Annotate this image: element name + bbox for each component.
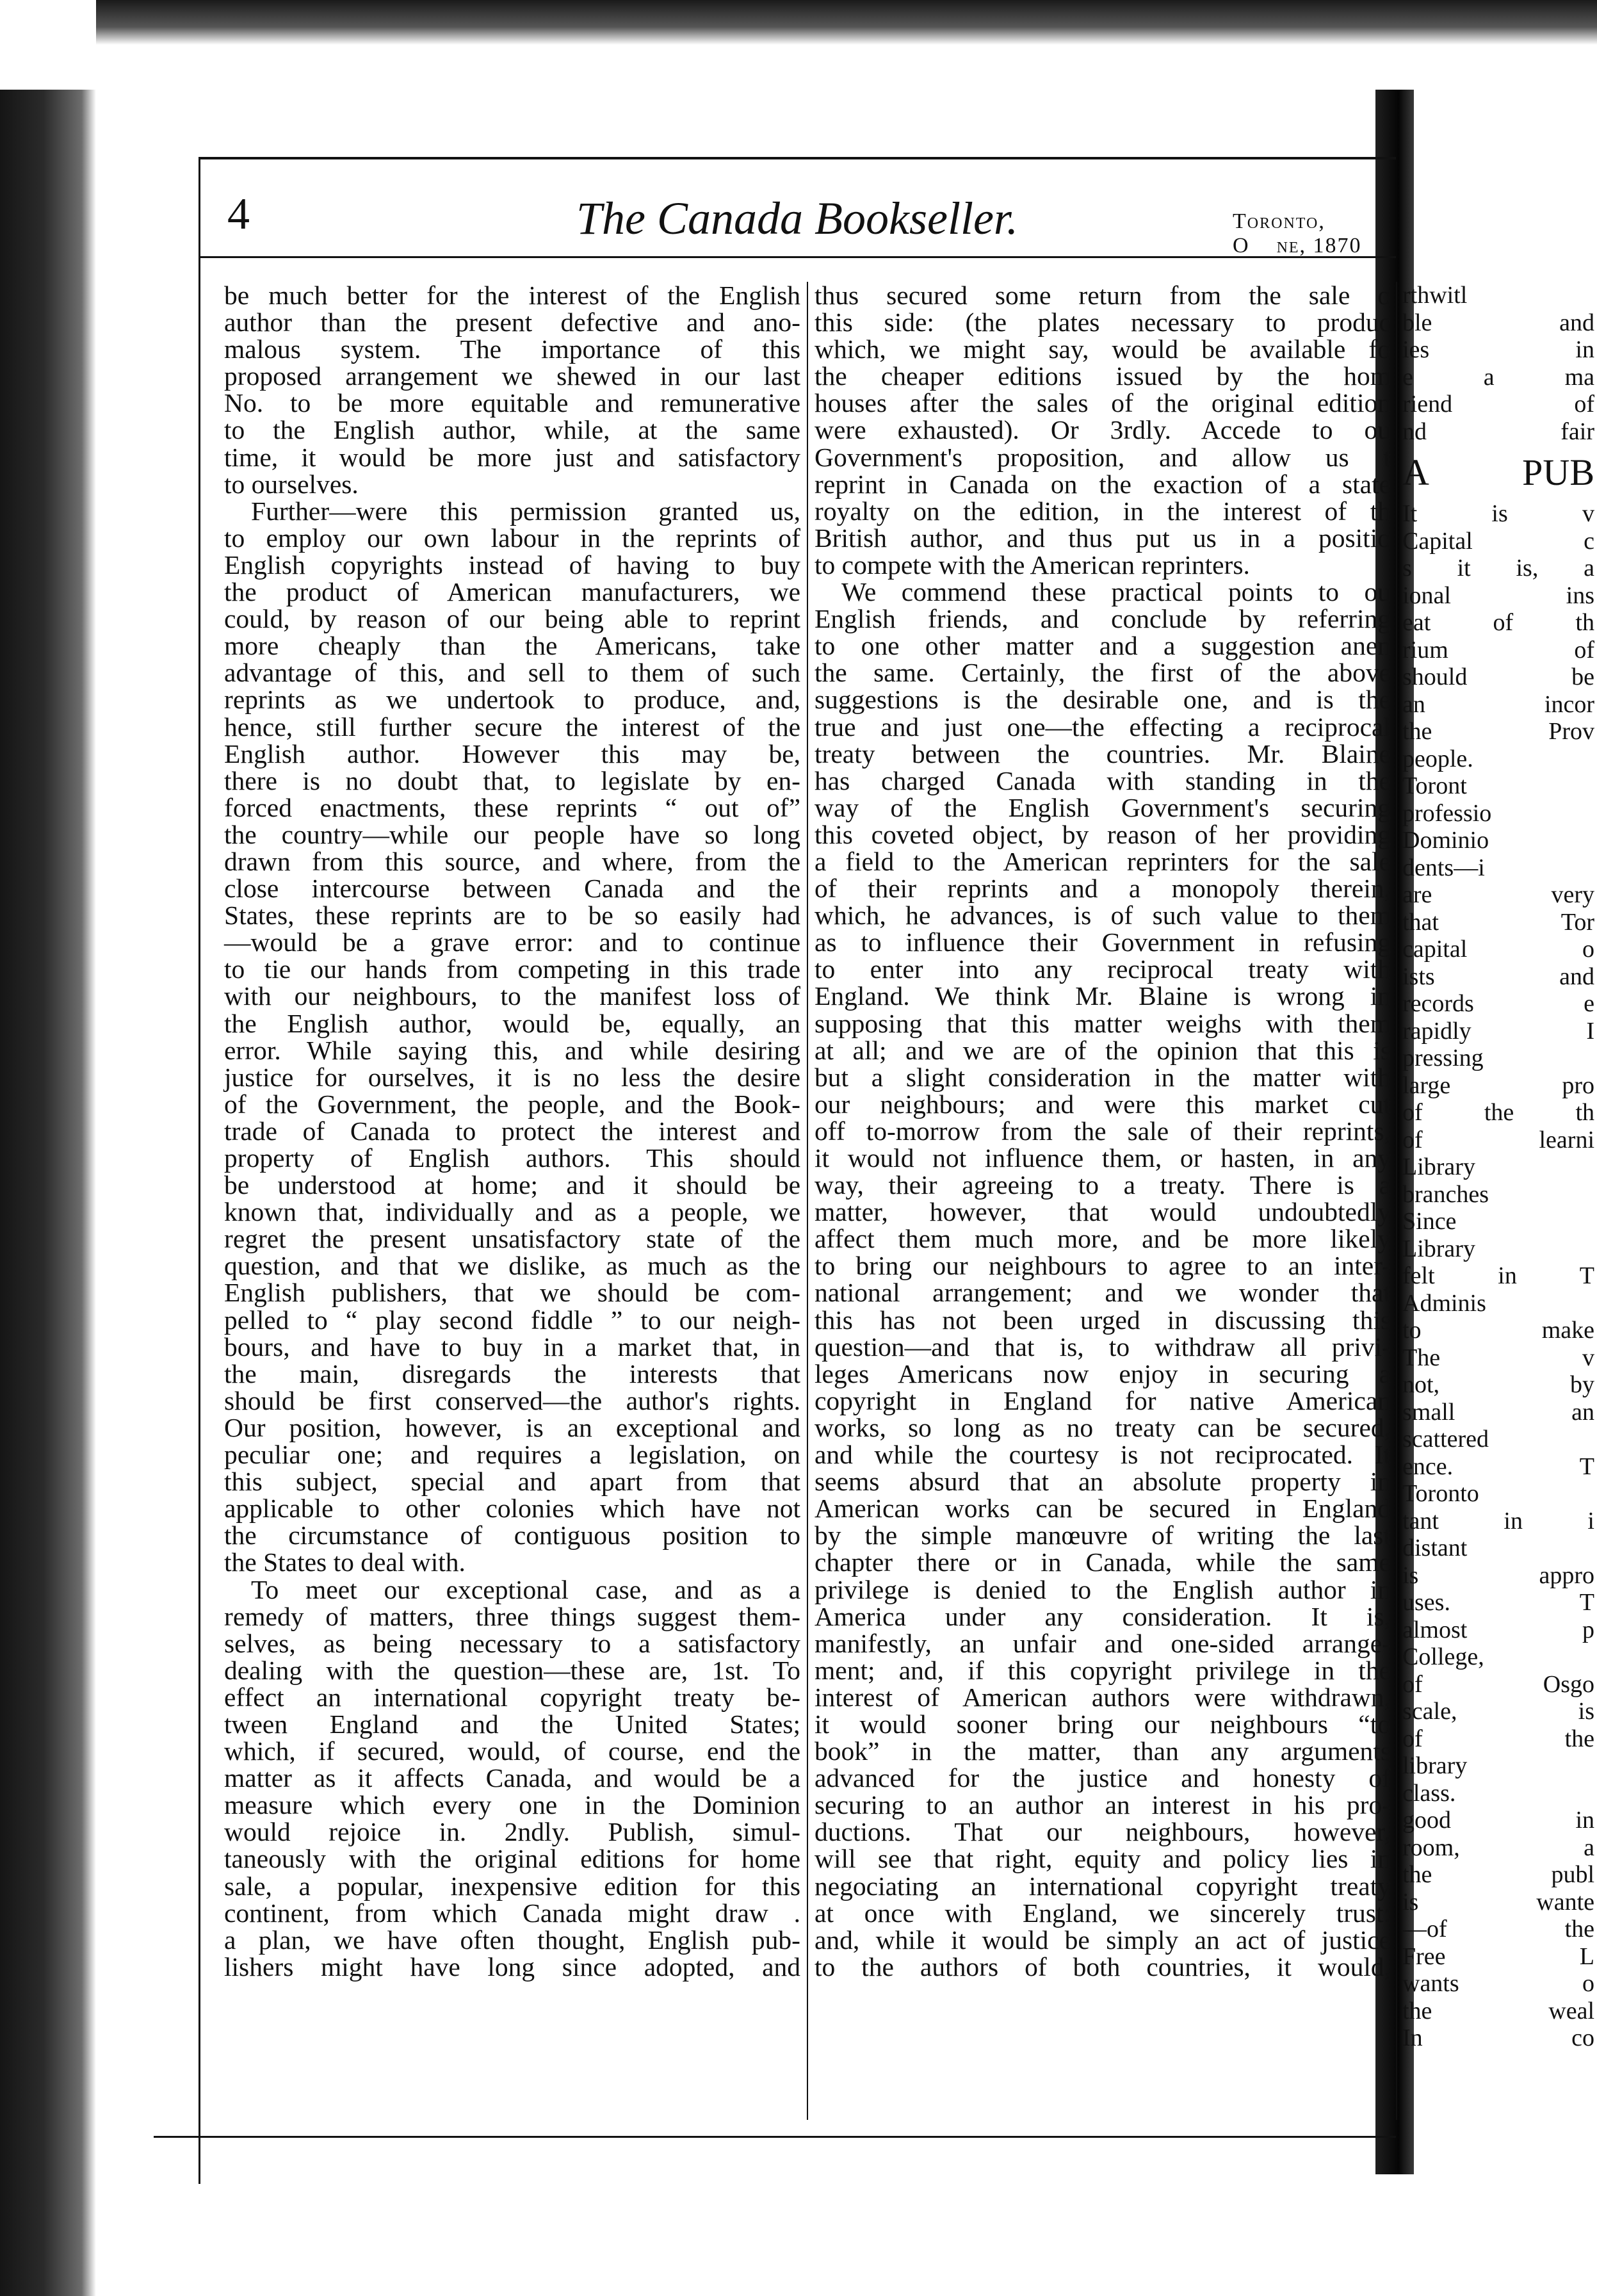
text-line: and while the courtesy is not reciprocated. It	[815, 1440, 1391, 1470]
text-line: manifestly, an unfair and one-sided arrange-	[815, 1628, 1391, 1658]
text-line: the publ	[1402, 1861, 1594, 1888]
text-line: would rejoice in. 2ndly. Publish, simul-	[224, 1817, 800, 1847]
text-line: property of English authors. This should	[224, 1143, 800, 1173]
text-line: England. We think Mr. Blaine is wrong in	[815, 981, 1391, 1011]
text-line: to ourselves.	[224, 469, 359, 499]
text-line: Government's proposition, and allow us t	[815, 442, 1391, 472]
text-line: is wante	[1402, 1888, 1594, 1916]
text-line: the same. Certainly, the first of the above	[815, 658, 1391, 688]
text-line: reprint in Canada on the exaction of a state	[815, 469, 1391, 499]
text-line: royalty on the edition, in the interest of th	[815, 496, 1391, 526]
text-line: our neighbours; and were this market cut	[815, 1089, 1391, 1119]
text-line: should be first conserved—the author's rights.	[224, 1385, 800, 1415]
text-line: proposed arrangement we shewed in our last	[224, 361, 800, 391]
text-line: true and just one—the effecting a reciprocal	[815, 712, 1391, 742]
text-line: people.	[1402, 745, 1473, 772]
text-line: has charged Canada with standing in the	[815, 765, 1391, 795]
text-line: Adminis	[1402, 1289, 1486, 1317]
text-line: the weal	[1402, 1997, 1594, 2024]
article-column-middle	[815, 282, 1391, 1980]
text-line: this subject, special and apart from that	[224, 1467, 800, 1497]
text-line: large pro	[1402, 1071, 1594, 1099]
text-line: thus secured some return from the sale o	[815, 281, 1391, 310]
text-line: affect them much more, and be more likely	[815, 1224, 1391, 1254]
text-line: trade of Canada to protect the interest and	[224, 1116, 800, 1146]
text-line: sale, a popular, inexpensive edition for this	[224, 1871, 800, 1901]
text-line: The v	[1402, 1344, 1594, 1371]
text-line: ble and	[1402, 309, 1594, 336]
text-line: book” in the matter, than any arguments	[815, 1736, 1391, 1766]
text-line: interest of American authors were withdrawn,	[815, 1682, 1391, 1712]
text-line: question—and that is, to withdraw all privi-	[815, 1331, 1391, 1362]
text-line: works, so long as no treaty can be secured,	[815, 1412, 1391, 1442]
text-line: question, and that we dislike, as much as the	[224, 1251, 800, 1281]
text-line: suggestions is the desirable one, and is the	[815, 685, 1391, 715]
text-line: eat of th	[1402, 609, 1594, 636]
text-line: bours, and have to buy in a market that, in	[224, 1331, 800, 1362]
text-line: advantage of this, and sell to them of such	[224, 658, 800, 688]
text-line: should be	[1402, 664, 1594, 690]
margin-rule	[199, 157, 200, 2184]
article-column-right-cropped	[1402, 282, 1594, 2052]
text-line: malous system. The importance of this	[224, 334, 800, 364]
text-line: continent, from which Canada might draw .	[224, 1898, 800, 1928]
text-line: negociating an international copyright treaty	[815, 1871, 1391, 1901]
text-line: at once with England, we sincerely trust:	[815, 1898, 1391, 1928]
text-line: taneously with the original editions for home	[224, 1844, 800, 1874]
text-line: Library	[1402, 1153, 1475, 1180]
article-column-left	[224, 282, 800, 1980]
text-line: houses after the sales of the original edition	[815, 388, 1391, 418]
text-line: of their reprints and a monopoly therein,	[815, 874, 1391, 904]
text-line: national arrangement; and we wonder that	[815, 1278, 1391, 1308]
text-line: America under any consideration. It is,	[815, 1601, 1391, 1631]
dateline: Toronto, O ne, 1870	[1233, 209, 1362, 257]
text-line: treaty between the countries. Mr. Blaine	[815, 738, 1391, 769]
text-line: chapter there or in Canada, while the same	[815, 1547, 1391, 1577]
text-line: way of the English Government's securing	[815, 792, 1391, 822]
text-line: to one other matter and a suggestion anen	[815, 631, 1391, 661]
text-line: small an	[1402, 1398, 1594, 1426]
text-line: of learni	[1402, 1126, 1594, 1153]
text-line: English publishers, that we should be com-	[224, 1278, 800, 1308]
text-line: ment; and, if this copyright privilege in the	[815, 1655, 1391, 1685]
text-line: the Prov	[1402, 718, 1594, 745]
text-line: more cheaply than the Americans, take	[224, 631, 800, 661]
text-line: justice for ourselves, it is no less the desire	[224, 1062, 800, 1092]
text-line: the main, disregards the interests that	[224, 1358, 800, 1388]
text-line: reprints as we undertook to produce, and,	[224, 685, 800, 715]
text-line: time, it would be more just and satisfactory	[224, 442, 800, 472]
text-line: pressing	[1402, 1045, 1484, 1071]
text-line: were exhausted). Or 3rdly. Accede to ou	[815, 415, 1391, 445]
text-line: applicable to other colonies which have not	[224, 1494, 800, 1524]
text-line: the product of American manufacturers, we	[224, 577, 800, 607]
text-line: —of the	[1402, 1916, 1594, 1942]
text-line: way, their agreeing to a treaty. There is a	[815, 1170, 1391, 1200]
text-line: Dominio	[1402, 827, 1489, 854]
text-line: felt in T	[1402, 1262, 1594, 1289]
text-line: selves, as being necessary to a satisfactory	[224, 1628, 800, 1658]
text-line: known that, individually and as a people, we	[224, 1197, 800, 1227]
text-line: with our neighbours, to the manifest loss of	[224, 981, 800, 1011]
text-line: capital o	[1402, 936, 1594, 963]
text-line: effect an international copyright treaty be-	[224, 1682, 800, 1712]
text-line: supposing that this matter weighs with them	[815, 1008, 1391, 1038]
text-line: of the th	[1402, 1099, 1594, 1126]
text-line: the country—while our people have so long	[224, 819, 800, 849]
text-line: this side: (the plates necessary to produc	[815, 307, 1391, 338]
text-line: In co	[1402, 2024, 1594, 2051]
text-line: off to-morrow from the sale of their reprints,	[815, 1116, 1391, 1146]
text-line: could, by reason of our being able to reprint	[224, 604, 800, 634]
text-line: rapidly I	[1402, 1017, 1594, 1045]
text-line: but a slight consideration in the matter with	[815, 1062, 1391, 1092]
text-line: be understood at home; and it should be	[224, 1170, 800, 1200]
text-line: ional ins	[1402, 582, 1594, 609]
text-line: riend of	[1402, 391, 1594, 418]
text-line: which, he advances, is of such value to them	[815, 900, 1391, 931]
text-line: is appro	[1402, 1561, 1594, 1589]
text-line: uses. T	[1402, 1589, 1594, 1616]
text-line: dealing with the question—these are, 1st. To	[224, 1655, 800, 1685]
text-line: class.	[1402, 1779, 1456, 1807]
text-line: a field to the American reprinters for the sale	[815, 846, 1391, 876]
text-line: pelled to “ play second fiddle ” to our neigh-	[224, 1305, 800, 1335]
text-line: hence, still further secure the interest of the	[224, 712, 800, 742]
text-line: Free L	[1402, 1942, 1594, 1970]
text-line: ence. T	[1402, 1453, 1594, 1480]
text-line: wants o	[1402, 1970, 1594, 1997]
text-line: measure which every one in the Dominion	[224, 1790, 800, 1820]
text-line: to compete with the American reprinters.	[815, 550, 1250, 580]
text-line: Toront	[1402, 772, 1467, 799]
text-line: this has not been urged in discussing this	[815, 1305, 1391, 1335]
text-line: to the authors of both countries, it would,	[815, 1951, 1391, 1982]
text-line: British author, and thus put us in a positio	[815, 523, 1391, 553]
text-line: Capital c	[1402, 527, 1594, 555]
text-line: rium of	[1402, 636, 1594, 664]
text-line: to bring our neighbours to agree to an inter-	[815, 1251, 1391, 1281]
text-line: drawn from this source, and where, from the	[224, 846, 800, 876]
column-divider-right	[1396, 282, 1397, 2120]
text-line: will see that right, equity and policy lies in	[815, 1844, 1391, 1874]
text-line: matter, however, that would undoubtedly	[815, 1197, 1391, 1227]
binding-shadow	[0, 90, 96, 2296]
text-line: securing to an author an interest in his pro-	[815, 1790, 1391, 1820]
text-line: branches	[1402, 1180, 1489, 1208]
text-line: as to influence their Government in refusing	[815, 927, 1391, 957]
text-line: s it is, a	[1402, 555, 1594, 582]
text-line: there is no doubt that, to legislate by en-	[224, 765, 800, 795]
text-line: at all; and we are of the opinion that this is	[815, 1035, 1391, 1065]
text-line: of Osgo	[1402, 1670, 1594, 1698]
text-line: —would be a grave error: and to continue	[224, 927, 800, 957]
text-line: Our position, however, is an exceptional and	[224, 1412, 800, 1442]
top-edge-shadow	[96, 0, 1597, 45]
text-line: of the Government, the people, and the Book-	[224, 1089, 800, 1119]
text-line: good in	[1402, 1807, 1594, 1834]
text-line: to employ our own labour in the reprints of	[224, 523, 800, 553]
text-line: lishers might have long since adopted, and	[224, 1951, 800, 1982]
text-line: to enter into any reciprocal treaty with	[815, 954, 1391, 984]
text-line: English copyrights instead of having to buy	[224, 550, 800, 580]
text-line: States, these reprints are to be so easily had	[224, 900, 800, 931]
text-line: and, while it would be simply an act of justice	[815, 1925, 1391, 1955]
text-line: scale, is	[1402, 1698, 1594, 1725]
text-line: by the simple manœuvre of writing the last	[815, 1520, 1391, 1551]
text-line: a plan, we have often thought, English pub-	[224, 1925, 800, 1955]
text-line: English author. However this may be,	[224, 738, 800, 769]
text-line: an incor	[1402, 690, 1594, 718]
text-line: author than the present defective and ano-	[224, 307, 800, 338]
text-line: of the	[1402, 1725, 1594, 1752]
page-number: 4	[227, 190, 250, 239]
text-line: College,	[1402, 1643, 1484, 1670]
text-line: seems absurd that an absolute property in	[815, 1467, 1391, 1497]
text-line: which, we might say, would be available fo	[815, 334, 1391, 364]
text-line: it would not influence them, or hasten, in any	[815, 1143, 1391, 1173]
text-line: Library	[1402, 1235, 1475, 1262]
text-line: which, if secured, would, of course, end the	[224, 1736, 800, 1766]
text-line: this coveted object, by reason of her providing	[815, 819, 1391, 849]
text-line: We commend these practical points to ou	[841, 577, 1391, 607]
text-line: remedy of matters, three things suggest them-	[224, 1601, 800, 1631]
text-line: regret the present unsatisfactory state of the	[224, 1224, 800, 1254]
journal-title: The Canada Bookseller.	[576, 193, 1018, 244]
text-line: records e	[1402, 990, 1594, 1017]
text-line: rthwitl	[1402, 282, 1468, 309]
text-line: tween England and the United States;	[224, 1709, 800, 1739]
text-line: the circumstance of contiguous position to	[224, 1520, 800, 1551]
text-line: are very	[1402, 881, 1594, 908]
text-line: almost p	[1402, 1616, 1594, 1643]
text-line: nd fair	[1402, 418, 1594, 445]
text-line: privilege is denied to the English author in	[815, 1574, 1391, 1604]
text-line: e a ma	[1402, 363, 1594, 391]
text-line: No. to be more equitable and remunerative	[224, 388, 800, 418]
text-line: leges Americans now enjoy in securing a	[815, 1358, 1391, 1388]
text-line: the cheaper editions issued by the hom	[815, 361, 1391, 391]
text-line: matter as it affects Canada, and would be a	[224, 1763, 800, 1793]
column-divider	[807, 282, 808, 2120]
text-line: copyright in England for native American	[815, 1385, 1391, 1415]
text-line: forced enactments, these reprints “ out of”	[224, 792, 800, 822]
text-line: ists and	[1402, 963, 1594, 990]
text-line: close intercourse between Canada and the	[224, 874, 800, 904]
text-line: it would sooner bring our neighbours “to	[815, 1709, 1391, 1739]
text-line: Further—were this permission granted us,	[251, 496, 800, 526]
text-line: error. While saying this, and while desiring	[224, 1035, 800, 1065]
text-line: distant	[1402, 1535, 1468, 1561]
text-line: to make	[1402, 1317, 1594, 1344]
text-line: not, by	[1402, 1371, 1594, 1398]
text-line: the States to deal with.	[224, 1547, 466, 1577]
text-line: American works can be secured in England	[815, 1494, 1391, 1524]
text-line: room, a	[1402, 1834, 1594, 1861]
text-line: dents—i	[1402, 854, 1485, 881]
top-rule	[199, 157, 1396, 159]
text-line: to the English author, while, at the same	[224, 415, 800, 445]
text-line: professio	[1402, 799, 1492, 827]
text-line: English friends, and conclude by referring	[815, 604, 1391, 634]
bottom-rule	[154, 2136, 1396, 2138]
text-line: It is v	[1402, 500, 1594, 527]
text-line: the English author, would be, equally, an	[224, 1008, 800, 1038]
text-line: ies in	[1402, 336, 1594, 363]
text-line: ductions. That our neighbours, however,	[815, 1817, 1391, 1847]
text-line: To meet our exceptional case, and as a	[251, 1574, 800, 1604]
section-heading: A PUB	[1402, 452, 1594, 493]
text-line: Since	[1402, 1208, 1457, 1235]
page-header	[218, 189, 1383, 259]
text-line: advanced for the justice and honesty of	[815, 1763, 1391, 1793]
text-line: library	[1402, 1752, 1468, 1779]
text-line: that Tor	[1402, 908, 1594, 936]
text-line: scattered	[1402, 1426, 1489, 1453]
text-line: to tie our hands from competing in this trade	[224, 954, 800, 984]
text-line: peculiar one; and requires a legislation, on	[224, 1440, 800, 1470]
text-line: tant in i	[1402, 1507, 1594, 1535]
text-line: be much better for the interest of the English	[224, 281, 800, 310]
text-line: Toronto	[1402, 1480, 1479, 1507]
